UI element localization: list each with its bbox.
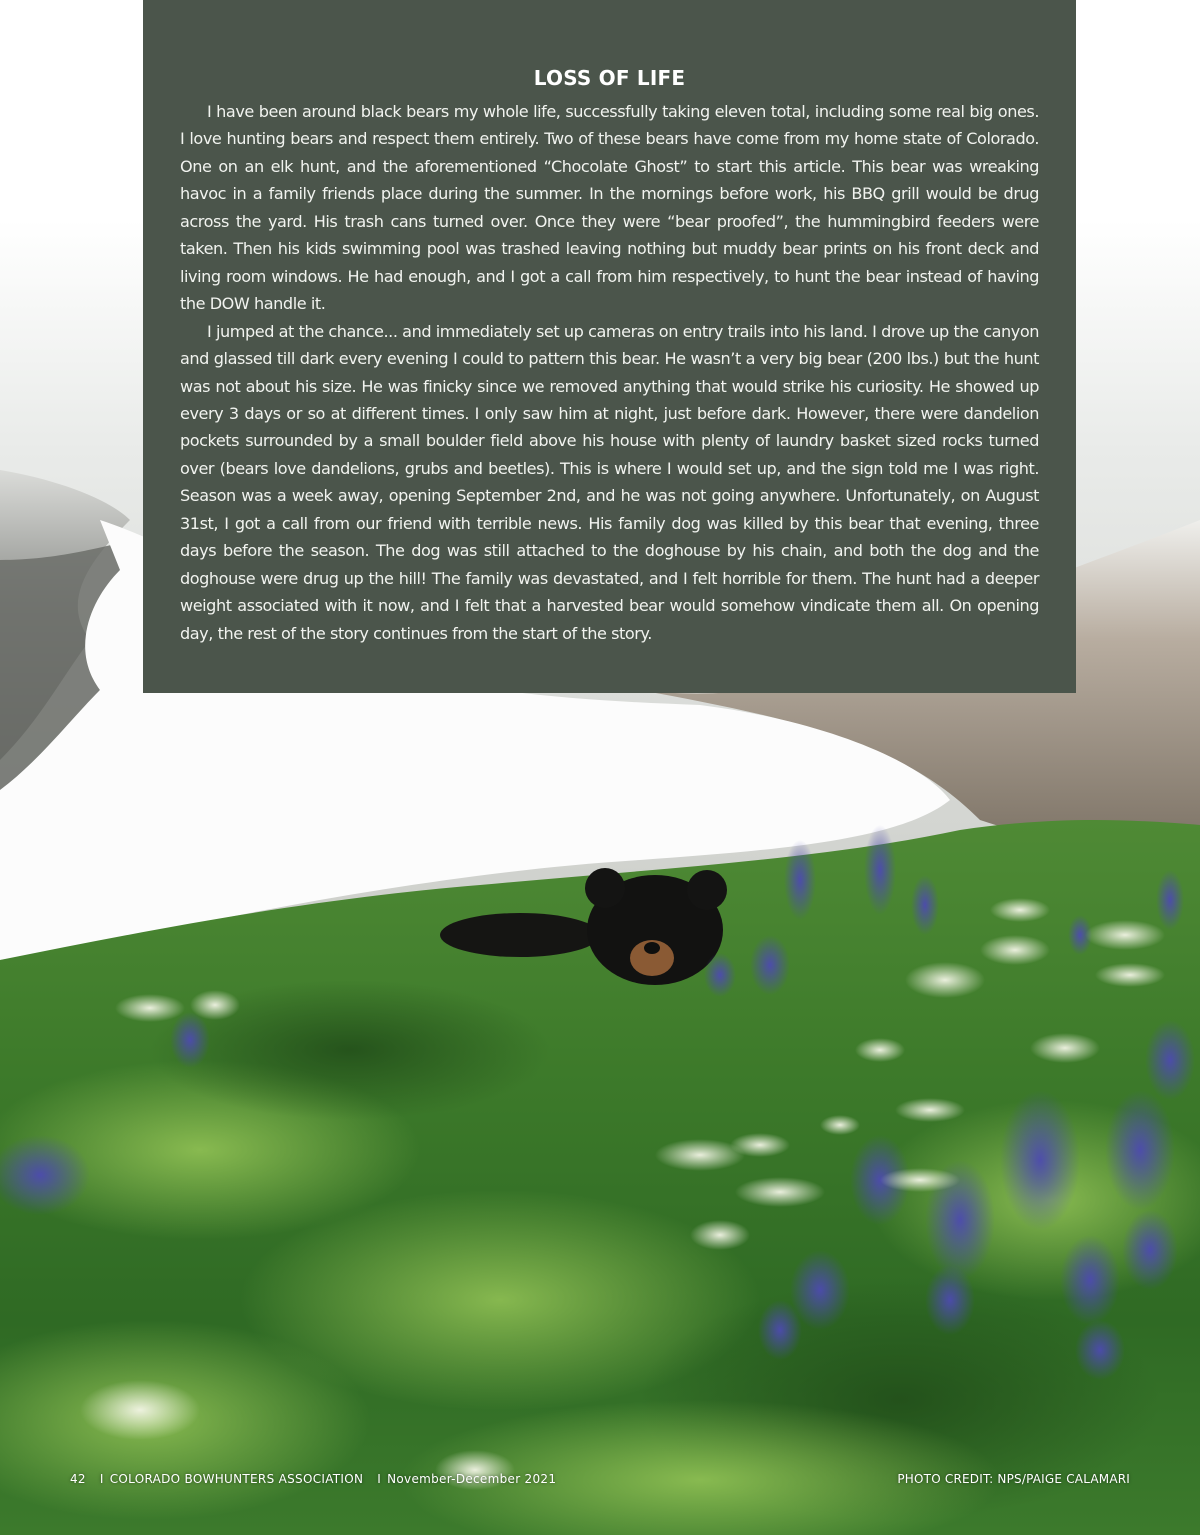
footer-publication-info [70, 1472, 562, 1486]
footer-separator: I [99, 1472, 104, 1486]
page-footer [0, 1472, 1200, 1492]
article-paragraph-1: I have been around black bears my whole life, successfully taking eleven total, including some real big ones. I love hunting bears and respect them entirely. Two of these bears have come from my home state of Colorado. One on an elk hunt, and the aforementioned “Chocolate Ghost” to start this article. This bear was wreaking havoc in a family friends place during the summer. In the mornings before work, his BBQ grill would be drug across the yard. His trash cans turned over. Once they were “bear proofed”, the hummingbird feeders were taken. Then his kids swimming pool was trashed leaving nothing but muddy bear prints on his front deck and living room windows. He had enough, and I got a call from him respectively, to hunt the bear instead of having the DOW handle it. [180, 102, 1039, 314]
publication-name: COLORADO BOWHUNTERS ASSOCIATION [109, 1472, 364, 1486]
article-paragraph-2: I jumped at the chance... and immediately set up cameras on entry trails into his land. I drove up the canyon and glassed till dark every evening I could to pattern this bear. He wasn’t a very big bear (200 lbs.) but the hunt was not about his size. He was finicky since we removed anything that would strike his curiosity. He showed up every 3 days or so at different times. I only saw him at night, just before dark. However, there were dandelion pockets surrounded by a small boulder field above his house with plenty of laundry basket sized rocks turned over (bears love dandelions, grubs and beetles). This is where I would set up, and the sign told me I was right. Season was a week away, opening September 2nd, and he was not going anywhere. Unfortunately, on August 31st, I got a call from our friend with terrible news. His family dog was killed by this bear that evening, three days before the season. The dog was still attached to the doghouse by his chain, and both the dog and the doghouse were drug up the hill! The family was devastated, and I felt horrible for them. The hunt had a deeper weight associated with it now, and I felt that a harvested bear would somehow vindicate them all. On opening day, the rest of the story continues from the start of the story. [180, 321, 1039, 643]
footer-separator: I [377, 1472, 382, 1486]
article-panel [143, 0, 1076, 693]
issue-date: November-December 2021 [387, 1472, 557, 1486]
photo-credit: PHOTO CREDIT: NPS/PAIGE CALAMARI [897, 1472, 1130, 1486]
section-heading: LOSS OF LIFE [533, 66, 686, 90]
page-number: 42 [70, 1472, 86, 1486]
